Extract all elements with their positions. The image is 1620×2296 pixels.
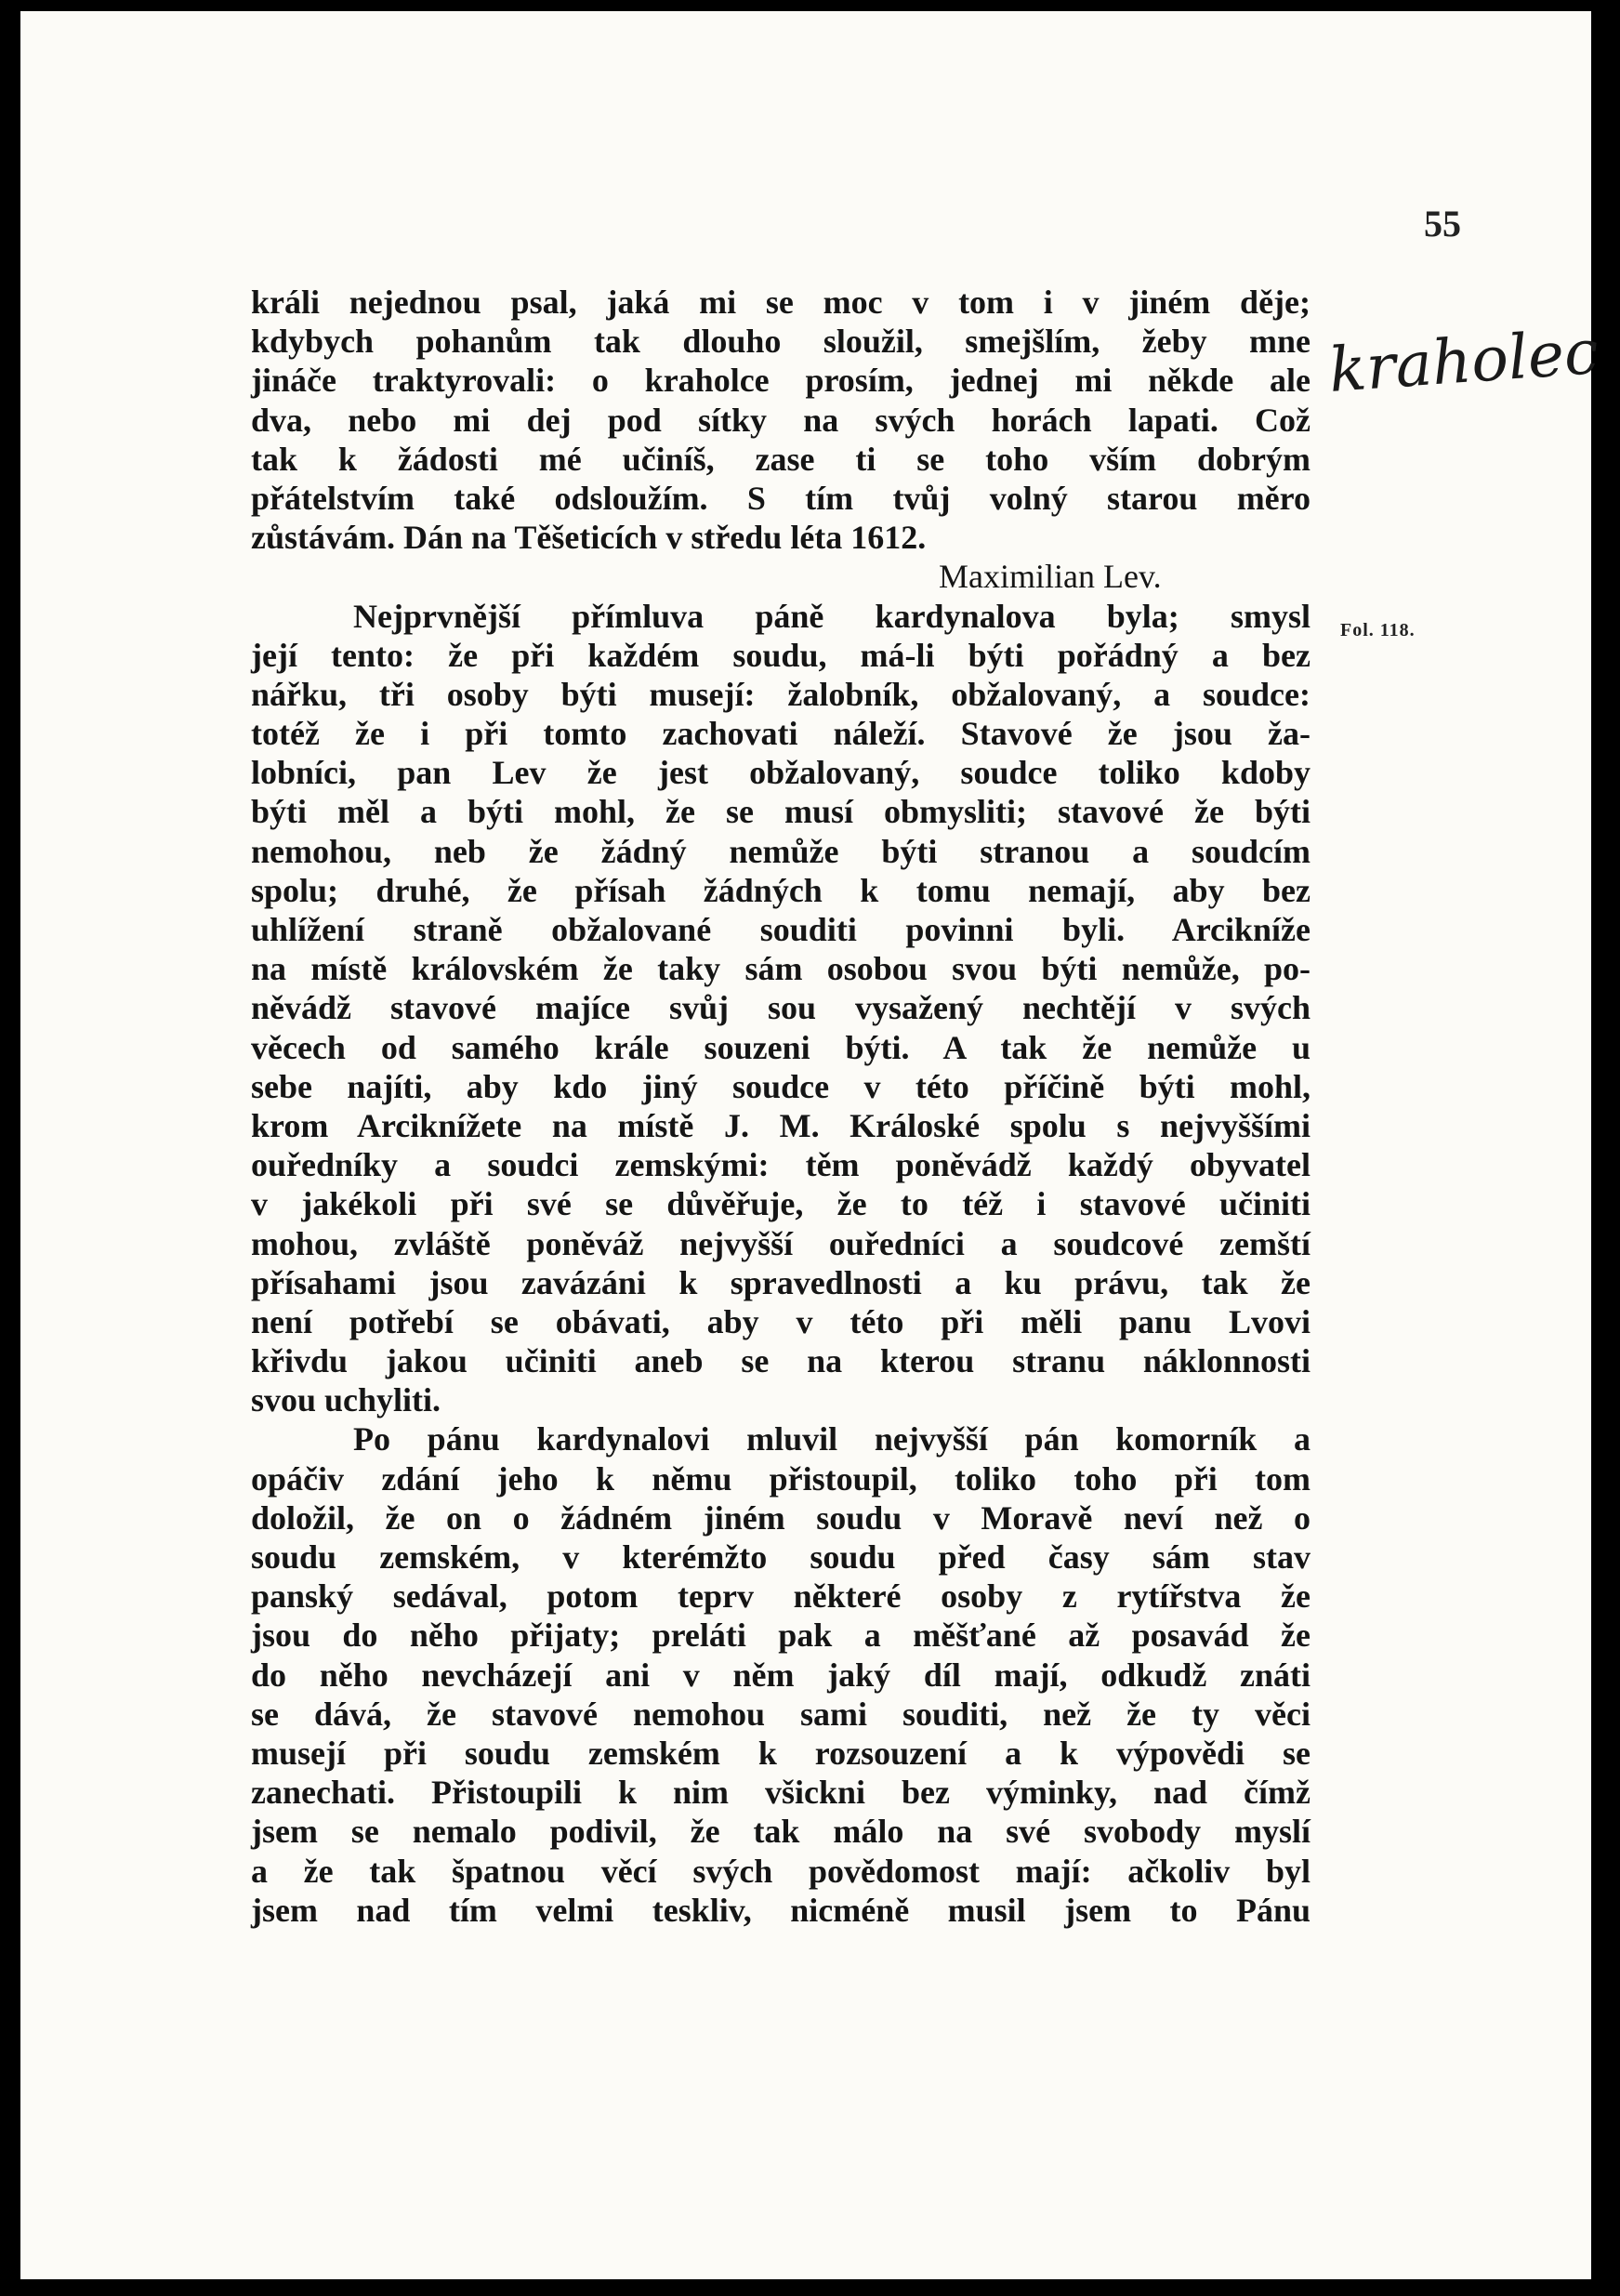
text-line: totéž že i při tomto zachovati náleží. Stavové že jsou ža- <box>251 715 1310 753</box>
text-line: tak k žádosti mé učiníš, zase ti se toho vším dobrým <box>251 440 1310 478</box>
text-line: krom Arciknížete na místě J. M. Králoské spolu s nejvyššími <box>251 1106 1310 1144</box>
text-line: doložil, že on o žádném jiném soudu v Moravě neví než o <box>251 1498 1310 1537</box>
paragraph-first-line: Po pánu kardynalovi mluvil nejvyšší pán komorník a <box>353 1420 1310 1458</box>
text-line: soudu zemském, v kterémžto soudu před časy sám stav <box>251 1538 1310 1576</box>
text-line: v jakékoli při své se důvěřuje, že to též i stavové učiniti <box>251 1185 1310 1223</box>
text-line: býti měl a býti mohl, že se musí obmysliti; stavové že býti <box>251 793 1310 831</box>
text-line: přátelstvím také odsloužím. S tím tvůj volný starou měro <box>251 479 1310 517</box>
text-line: musejí při soudu zemském k rozsouzení a k výpovědi se <box>251 1734 1310 1772</box>
text-line: nářku, tři osoby býti musejí: žalobník, obžalovaný, a soudce: <box>251 675 1310 713</box>
text-line: něvádž stavové majíce svůj sou vysažený nechtějí v svých <box>251 989 1310 1027</box>
handwriting-svg <box>1326 315 1601 406</box>
handwritten-word: kraholec <box>1326 315 1601 406</box>
text-line: do něho nevcházejí ani v něm jaký díl mají, odkudž znáti <box>251 1656 1310 1694</box>
text-line: zůstávám. Dán na Těšeticích v středu léta 1612. <box>251 519 927 557</box>
body-text <box>251 283 1310 1930</box>
text-line: jináče traktyrovali: o kraholce prosím, jednej mi někde ale <box>251 362 1310 400</box>
text-line: kdybych pohanům tak dlouho sloužil, smejšlím, žeby mne <box>251 323 1310 361</box>
document-page <box>20 11 1601 2279</box>
text-line: není potřebí se obávati, aby v této při měli panu Lvovi <box>251 1302 1310 1340</box>
text-line: křivdu jakou učiniti aneb se na kterou stranu náklonnosti <box>251 1342 1310 1380</box>
text-line: jsou do něho přijaty; preláti pak a měšťané až posavád že <box>251 1616 1310 1655</box>
text-line: králi nejednou psal, jaká mi se moc v tom i v jiném děje; <box>251 284 1310 321</box>
handwritten-margin-note <box>1326 315 1601 406</box>
text-line: dva, nebo mi dej pod sítky na svých horách lapati. Což <box>251 401 1310 439</box>
page-number: 55 <box>1424 203 1461 244</box>
text-line: se dává, že stavové nemohou sami souditi, než že ty věci <box>251 1695 1310 1733</box>
text-line: jsem se nemalo podivil, že tak málo na své svobody myslí <box>251 1813 1310 1851</box>
text-line: věcech od samého krále souzeni býti. A tak že nemůže u <box>251 1028 1310 1066</box>
text-line: panský sedával, potom teprv některé osoby z rytířstva že <box>251 1577 1310 1616</box>
text-line: opáčiv zdání jeho k němu přistoupil, toliko toho při tom <box>251 1459 1310 1498</box>
text-line: mohou, zvláště poněváž nejvyšší ouředníci a soudcové zemští <box>251 1224 1310 1262</box>
text-line: jsem nad tím velmi teskliv, nicméně musil jsem to Pánu <box>251 1891 1310 1929</box>
text-line: sebe najíti, aby kdo jiný soudce v této příčině býti mohl, <box>251 1067 1310 1105</box>
text-line: uhlížení straně obžalované souditi povinni byli. Arcikníže <box>251 911 1310 948</box>
letter-signature: Maximilian Lev. <box>939 558 1162 596</box>
text-line: spolu; druhé, že přísah žádných k tomu nemají, aby bez <box>251 871 1310 909</box>
text-line: svou uchyliti. <box>251 1381 441 1419</box>
text-line: její tento: že při každém soudu, má-li býti pořádný a bez <box>251 636 1310 674</box>
folio-reference: Fol. 118. <box>1340 620 1416 640</box>
text-line: lobníci, pan Lev že jest obžalovaný, soudce toliko kdoby <box>251 754 1310 792</box>
text-line: ouředníky a soudci zemskými: těm poněvádž každý obyvatel <box>251 1146 1310 1184</box>
text-line: a že tak špatnou věcí svých povědomost mají: ačkoliv byl <box>251 1852 1310 1890</box>
text-line: přísahami jsou zavázáni k spravedlnosti a ku právu, tak že <box>251 1263 1310 1301</box>
text-line: nemohou, neb že žádný nemůže býti stranou a soudcím <box>251 832 1310 870</box>
text-line: zanechati. Přistoupili k nim všickni bez výminky, nad čímž <box>251 1774 1310 1812</box>
text-line: na místě královském že taky sám osobou svou býti nemůže, po- <box>251 950 1310 988</box>
paragraph-first-line: Nejprvnější přímluva páně kardynalova byla; smysl <box>353 597 1310 635</box>
